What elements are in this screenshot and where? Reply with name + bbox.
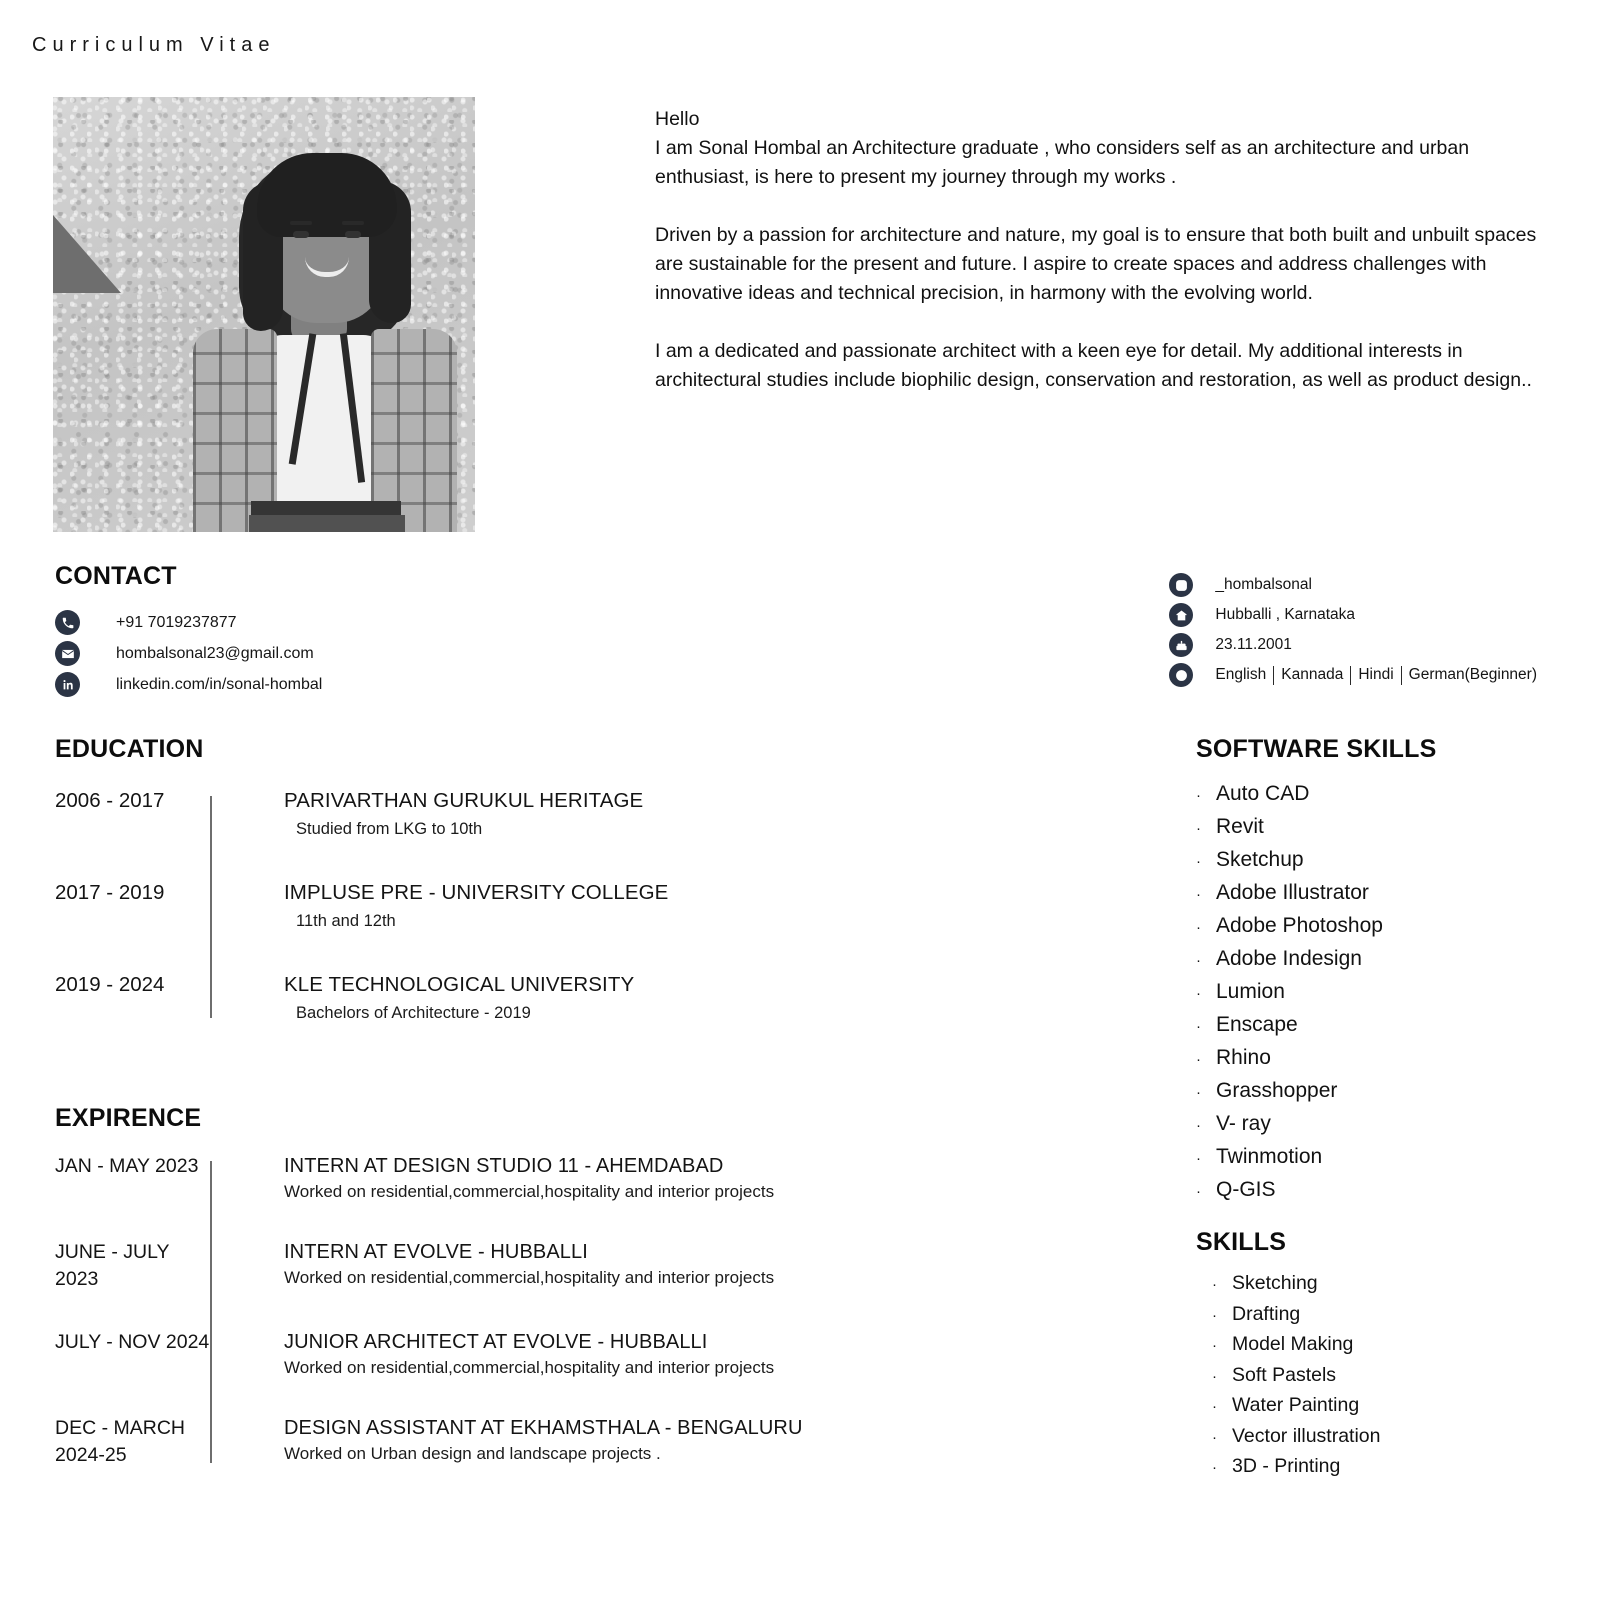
experience-entry-date: DEC - MARCH 2024-25	[55, 1417, 185, 1466]
birthdate-value: 23.11.2001	[1215, 636, 1292, 653]
photo-subject	[53, 97, 475, 532]
language-english: English	[1215, 666, 1267, 683]
instagram-icon	[1169, 573, 1193, 597]
experience-entry-role: INTERN AT DESIGN STUDIO 11 - AHEMDABAD	[284, 1155, 724, 1177]
experience-entry-role: DESIGN ASSISTANT AT EKHAMSTHALA - BENGALURU	[284, 1417, 803, 1439]
software-skill-label: Lumion	[1216, 980, 1285, 1003]
list-item	[1196, 1108, 1576, 1141]
contact-heading: CONTACT	[55, 562, 177, 590]
bullet-icon: ·	[1212, 1459, 1217, 1476]
education-entry-institution: PARIVARTHAN GURUKUL HERITAGE	[284, 789, 644, 812]
experience-heading: EXPIRENCE	[55, 1104, 202, 1132]
experience-timeline-rule	[210, 1161, 212, 1463]
education-entry-institution: KLE TECHNOLOGICAL UNIVERSITY	[284, 973, 635, 996]
list-item	[1196, 1300, 1576, 1331]
software-skill-label: V- ray	[1216, 1112, 1271, 1135]
bullet-icon: ·	[1196, 919, 1201, 936]
software-skill-label: Rhino	[1216, 1046, 1271, 1069]
list-item	[1196, 1422, 1576, 1453]
software-skill-label: Twinmotion	[1216, 1145, 1323, 1168]
software-skill-label: Q-GIS	[1216, 1178, 1276, 1201]
list-item	[1196, 1391, 1576, 1422]
experience-entry-detail: Worked on Urban design and landscape projects .	[284, 1444, 661, 1463]
contact-email-value: hombalsonal23@gmail.com	[116, 644, 314, 662]
list-item	[1196, 1042, 1576, 1075]
personal-info-section	[1169, 570, 1544, 690]
education-entry-detail: 11th and 12th	[296, 912, 396, 930]
experience-entry-detail: Worked on residential,commercial,hospitality and interior projects	[284, 1268, 775, 1287]
home-icon	[1169, 603, 1193, 627]
software-skill-label: Sketchup	[1216, 848, 1304, 871]
skill-label: Water Painting	[1232, 1394, 1360, 1416]
bullet-icon: ·	[1196, 820, 1201, 837]
experience-entry	[55, 1329, 1015, 1379]
birthday-cake-icon	[1169, 633, 1193, 657]
location-value: Hubballi , Karnataka	[1215, 606, 1355, 623]
personal-info-item-birthdate	[1169, 630, 1544, 660]
software-skill-label: Adobe Illustrator	[1216, 881, 1369, 904]
list-item	[1196, 1075, 1576, 1108]
bullet-icon: ·	[1196, 886, 1201, 903]
contact-item-linkedin[interactable]	[55, 669, 322, 700]
bio-paragraph-1: I am Sonal Hombal an Architecture graduate , who considers self as an architecture and urban enthusiast, is here to present my journey through my works .	[655, 137, 1470, 188]
profile-photo	[53, 97, 475, 532]
experience-entry-body	[210, 1415, 803, 1469]
phone-icon	[55, 610, 80, 635]
languages-list	[1215, 666, 1544, 685]
bullet-icon: ·	[1212, 1306, 1217, 1324]
language-hindi: Hindi	[1358, 666, 1394, 683]
photo-eye-right	[345, 231, 361, 238]
skills-heading: SKILLS	[1196, 1228, 1287, 1256]
education-heading: EDUCATION	[55, 735, 204, 763]
experience-entry-body	[210, 1153, 774, 1203]
linkedin-icon	[55, 672, 80, 697]
experience-entry-body	[210, 1239, 774, 1293]
list-item	[1196, 1330, 1576, 1361]
experience-timeline	[55, 1153, 1015, 1469]
list-item	[1196, 1269, 1576, 1300]
bio-paragraph-2: Driven by a passion for architecture and nature, my goal is to ensure that both built and unbuilt spaces are sustainable for the present and future. I aspire to create spaces and address challenges with innovative ideas and technical precision, in harmony with the evolving world.	[655, 224, 1537, 304]
education-entry-detail: Bachelors of Architecture - 2019	[296, 1004, 531, 1022]
personal-info-item-languages	[1169, 660, 1544, 690]
education-entry-body	[210, 880, 668, 932]
education-section	[55, 735, 955, 1024]
language-globe-icon	[1169, 663, 1193, 687]
language-kannada: Kannada	[1281, 666, 1344, 683]
instagram-handle: _hombalsonal	[1215, 576, 1312, 593]
education-entry	[55, 788, 955, 840]
education-entry-body	[210, 972, 634, 1024]
bullet-icon: ·	[1196, 985, 1201, 1002]
experience-entry-body	[210, 1329, 774, 1379]
education-entry-body	[210, 788, 643, 840]
skills-section	[1196, 1228, 1576, 1483]
software-skills-section	[1196, 735, 1576, 1207]
list-item	[1196, 1141, 1576, 1174]
education-entry-date: 2017 - 2019	[55, 881, 165, 904]
education-timeline-rule	[210, 796, 212, 1018]
contact-item-email[interactable]	[55, 638, 322, 669]
bullet-icon: ·	[1196, 1183, 1201, 1200]
list-item	[1196, 877, 1576, 910]
list-item	[1196, 1009, 1576, 1042]
language-german: German(Beginner)	[1408, 666, 1537, 683]
photo-eye-left	[293, 231, 309, 238]
experience-entry-role: JUNIOR ARCHITECT AT EVOLVE - HUBBALLI	[284, 1331, 708, 1353]
education-entry-institution: IMPLUSE PRE - UNIVERSITY COLLEGE	[284, 881, 669, 904]
experience-entry	[55, 1415, 1015, 1469]
bio-greeting: Hello	[655, 108, 700, 130]
skill-label: Drafting	[1232, 1302, 1301, 1325]
education-entry-detail: Studied from LKG to 10th	[296, 820, 483, 838]
experience-entry-date: JAN - MAY 2023	[55, 1155, 199, 1177]
contact-item-phone[interactable]	[55, 607, 322, 638]
software-skill-label: Enscape	[1216, 1013, 1298, 1036]
skill-label: Vector illustration	[1232, 1424, 1381, 1447]
bullet-icon: ·	[1212, 1276, 1217, 1293]
experience-entry-role: INTERN AT EVOLVE - HUBBALLI	[284, 1241, 588, 1263]
personal-info-item-instagram[interactable]	[1169, 570, 1544, 600]
list-item	[1196, 1452, 1576, 1483]
list-item	[1196, 1361, 1576, 1392]
bullet-icon: ·	[1196, 1150, 1201, 1167]
education-timeline	[55, 788, 955, 1024]
bullet-icon: ·	[1196, 1051, 1201, 1068]
experience-entry-detail: Worked on residential,commercial,hospitality and interior projects	[284, 1358, 775, 1377]
bullet-icon: ·	[1212, 1337, 1217, 1354]
bullet-icon: ·	[1212, 1367, 1217, 1385]
skill-label: Soft Pastels	[1232, 1363, 1337, 1386]
list-item	[1196, 778, 1576, 811]
education-entry-date: 2019 - 2024	[55, 973, 165, 996]
photo-hair-top	[257, 153, 397, 237]
skills-list	[1196, 1269, 1576, 1483]
skill-label: Sketching	[1232, 1272, 1318, 1294]
bullet-icon: ·	[1196, 952, 1201, 969]
software-skill-label: Grasshopper	[1216, 1079, 1338, 1102]
software-skill-label: Adobe Photoshop	[1216, 914, 1383, 937]
photo-eyebrow-right	[342, 221, 364, 225]
list-item	[1196, 943, 1576, 976]
list-item	[1196, 910, 1576, 943]
contact-list	[55, 607, 322, 700]
email-icon	[55, 641, 80, 666]
experience-entry	[55, 1153, 1015, 1203]
software-skills-heading: SOFTWARE SKILLS	[1196, 735, 1437, 763]
experience-entry	[55, 1239, 1015, 1293]
experience-entry-date: JUNE - JULY 2023	[55, 1241, 170, 1290]
software-skills-list	[1196, 778, 1576, 1207]
bullet-icon: ·	[1196, 853, 1201, 870]
skill-label: Model Making	[1232, 1333, 1354, 1355]
contact-linkedin-value: linkedin.com/in/sonal-hombal	[116, 675, 323, 693]
software-skill-label: Adobe Indesign	[1216, 947, 1362, 970]
bullet-icon: ·	[1196, 1018, 1201, 1035]
bullet-icon: ·	[1196, 1117, 1201, 1134]
list-item	[1196, 976, 1576, 1009]
bullet-icon: ·	[1212, 1428, 1217, 1446]
bullet-icon: ·	[1196, 787, 1201, 804]
experience-entry-detail: Worked on residential,commercial,hospitality and interior projects	[284, 1182, 775, 1201]
experience-entry-date: JULY - NOV 2024	[55, 1331, 210, 1353]
list-item	[1196, 811, 1576, 844]
contact-phone-value: +91 7019237877	[116, 613, 237, 631]
bullet-icon: ·	[1212, 1398, 1217, 1415]
bio-text	[655, 105, 1545, 395]
photo-trousers	[249, 515, 405, 532]
skill-label: 3D - Printing	[1232, 1455, 1341, 1477]
personal-info-item-location	[1169, 600, 1544, 630]
software-skill-label: Revit	[1216, 815, 1264, 838]
bio-paragraph-3: I am a dedicated and passionate architect with a keen eye for detail. My additional interests in architectural studies include biophilic design, conservation and restoration, as well as product design..	[655, 340, 1532, 391]
list-item	[1196, 1174, 1576, 1207]
photo-eyebrow-left	[290, 221, 312, 225]
education-entry	[55, 972, 955, 1024]
education-entry	[55, 880, 955, 932]
software-skill-label: Auto CAD	[1216, 782, 1310, 805]
experience-section	[55, 1104, 1015, 1505]
education-entry-date: 2006 - 2017	[55, 789, 165, 812]
contact-section	[55, 562, 322, 700]
page-title: Curriculum Vitae	[32, 34, 276, 56]
list-item	[1196, 844, 1576, 877]
bullet-icon: ·	[1196, 1084, 1201, 1101]
